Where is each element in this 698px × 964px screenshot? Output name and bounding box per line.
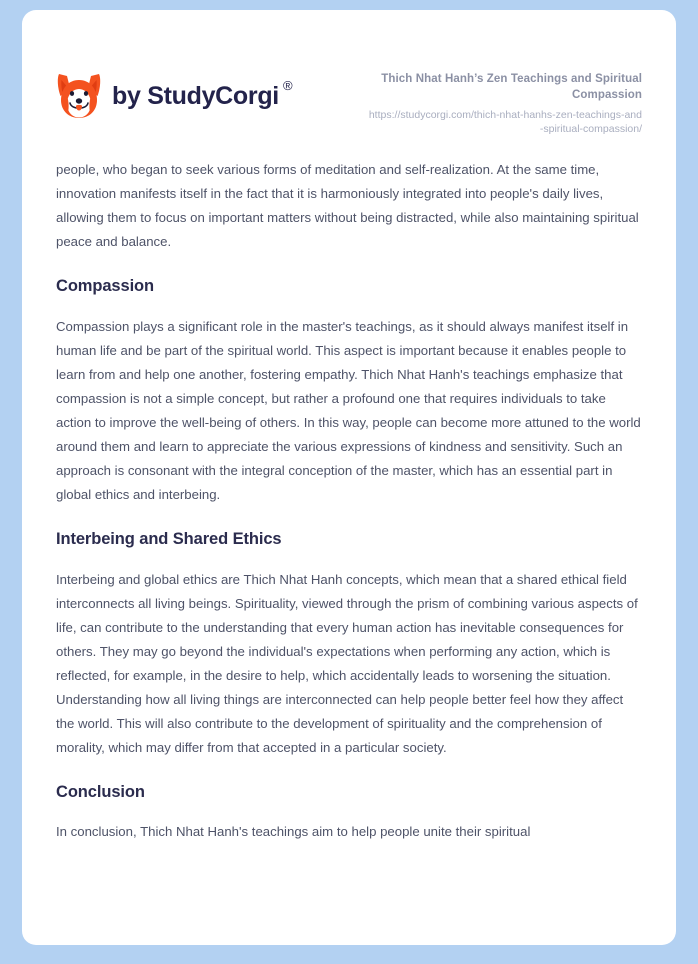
compassion-paragraph: Compassion plays a significant role in the master's teachings, as it should always manifest itself in human life and be part of the spiritual world. This aspect is important because it enables people to learn from and help one another, fostering empathy. Thich Nhat Hanh's teachings emphasize that compassion is not a simple concept, but rather a profound one that requires individuals to take action to improve the well-being of others. In this way, people can become more attuned to the world around them and learn to appreciate the various expressions of kindness and sensitivity. Such an approach is consonant with the integral conception of the master, which has an essential part in global ethics and interbeing. <box>56 319 641 502</box>
intro-continuation-paragraph: people, who began to seek various forms of meditation and self-realization. At the same time, innovation manifests itself in the fact that it is harmoniously integrated into people's daily lives, allowing them to focus on important matters without being distracted, while also maintaining spiritual peace and balance. <box>56 162 639 250</box>
interbeing-paragraph: Interbeing and global ethics are Thich Nhat Hanh concepts, which mean that a shared ethical field interconnects all living beings. Spirituality, viewed through the prism of combining various aspects of life, can contribute to the understanding that every human action has inevitable consequences for others. They may go beyond the individual's expectations when performing any action, which is reflected, for example, in the desire to help, which accidentally leads to worsening the situation. Understanding how all living things are interconnected can help people better feel how they affect the world. This will also contribute to the development of spirituality and the comprehension of morality, which may differ from that accepted in a particular society. <box>56 571 638 755</box>
article-source-url[interactable]: https://studycorgi.com/thich-nhat-hanhs-zen-teachings-and-spiritual-compassion/ <box>368 109 642 136</box>
article-body <box>56 136 642 844</box>
brand-lockup[interactable] <box>56 58 292 120</box>
header-meta <box>342 58 642 136</box>
corgi-face-logo-icon <box>56 72 102 120</box>
page-title: Thich Nhat Hanh’s Zen Teachings and Spiritual Compassion <box>381 73 642 101</box>
registered-trademark-icon: ® <box>282 77 293 93</box>
brand-wordmark-text: by StudyCorgi <box>112 81 279 110</box>
section-heading-interbeing-and-shared-ethics: Interbeing and Shared Ethics <box>56 530 282 548</box>
section-heading-conclusion: Conclusion <box>56 782 145 801</box>
brand-wordmark <box>112 77 293 110</box>
section-heading-compassion: Compassion <box>56 277 155 296</box>
site-header <box>56 10 642 136</box>
article-page-card <box>22 10 676 945</box>
conclusion-paragraph: In conclusion, Thich Nhat Hanh's teachings aim to help people unite their spiritual <box>56 824 531 840</box>
page-inner <box>22 10 676 844</box>
